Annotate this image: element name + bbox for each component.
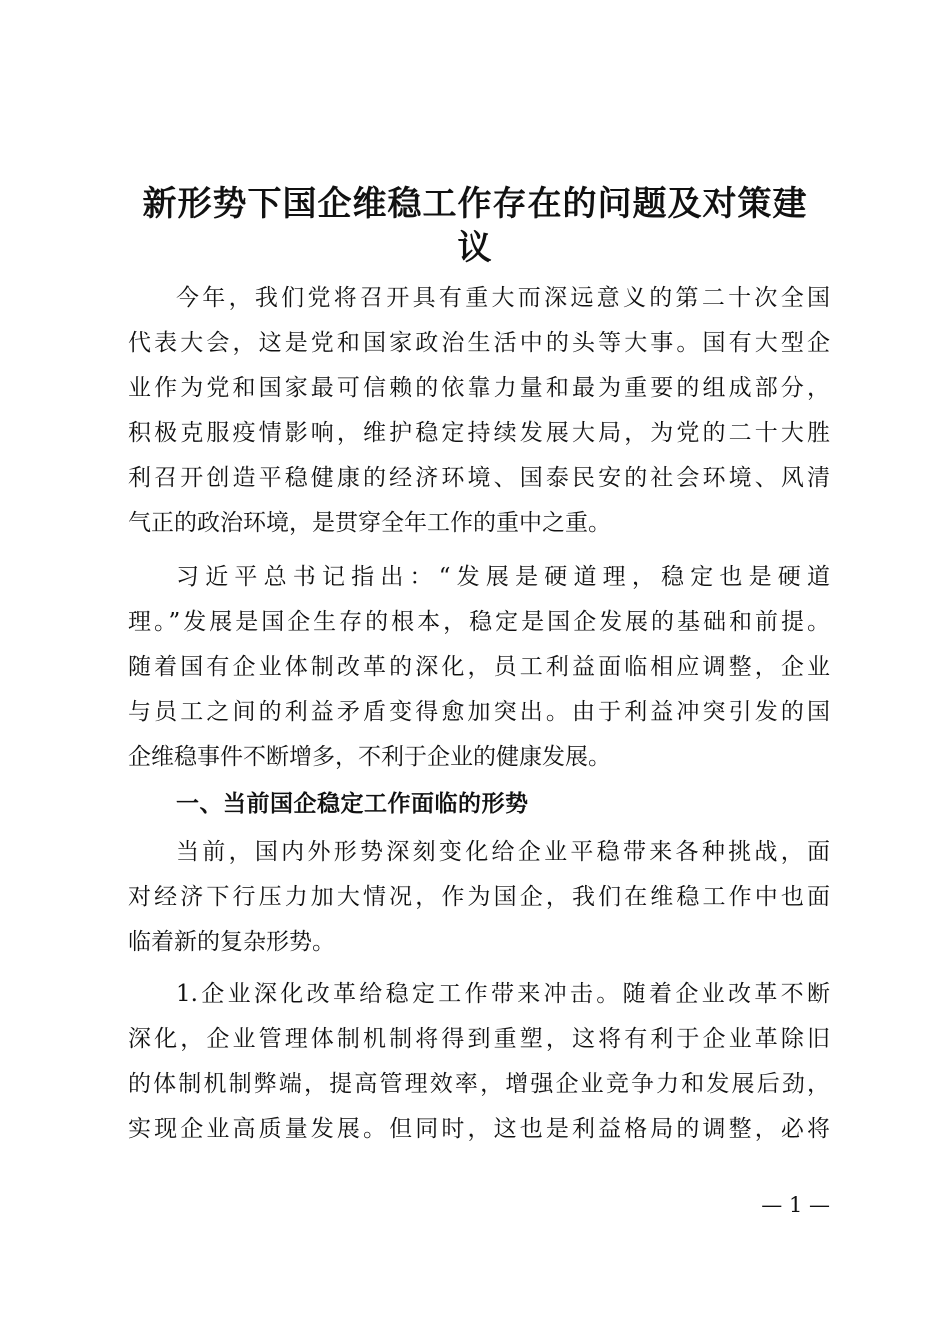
paragraph-2-line-1: 习近平总书记指出：“发展是硬道理，稳定也是硬道 — [176, 564, 830, 590]
section-heading-1: 一、当前国企稳定工作面临的形势 — [176, 791, 529, 817]
page-number: — 1 — — [761, 1193, 830, 1217]
paragraph-1-line-4: 积极克服疫情影响，维护稳定持续发展大局，为党的二十大胜 — [128, 420, 830, 446]
paragraph-3-line-3: 临着新的复杂形势。 — [128, 929, 335, 955]
paragraph-4-line-4: 实现企业高质量发展。但同时，这也是利益格局的调整，必将 — [128, 1116, 830, 1142]
paragraph-4-line-1: 1.企业深化改革给稳定工作带来冲击。随着企业改革不断 — [176, 981, 830, 1007]
paragraph-1-line-1: 今年，我们党将召开具有重大而深远意义的第二十次全国 — [176, 285, 830, 311]
paragraph-4-line-2: 深化，企业管理体制机制将得到重塑，这将有利于企业革除旧 — [128, 1026, 830, 1052]
paragraph-3-line-2: 对经济下行压力加大情况，作为国企，我们在维稳工作中也面 — [128, 884, 830, 910]
paragraph-1-line-3: 业作为党和国家最可信赖的依靠力量和最为重要的组成部分， — [128, 375, 830, 401]
paragraph-1-line-5: 利召开创造平稳健康的经济环境、国泰民安的社会环境、风清 — [128, 465, 830, 491]
paragraph-2-line-2: 理。”发展是国企生存的根本，稳定是国企发展的基础和前提。 — [128, 609, 830, 635]
paragraph-1-line-2: 代表大会，这是党和国家政治生活中的头等大事。国有大型企 — [128, 330, 830, 356]
paragraph-2-line-5: 企维稳事件不断增多，不利于企业的健康发展。 — [128, 744, 611, 770]
paragraph-2-line-4: 与员工之间的利益矛盾变得愈加突出。由于利益冲突引发的国 — [128, 699, 830, 725]
paragraph-3-line-1: 当前，国内外形势深刻变化给企业平稳带来各种挑战，面 — [176, 839, 830, 865]
document-title-line-1: 新形势下国企维稳工作存在的问题及对策建 — [142, 184, 808, 224]
document-title-line-2: 议 — [457, 228, 493, 268]
paragraph-1-line-6: 气正的政治环境，是贯穿全年工作的重中之重。 — [128, 510, 611, 536]
paragraph-4-line-3: 的体制机制弊端，提高管理效率，增强企业竞争力和发展后劲， — [128, 1071, 830, 1097]
paragraph-2-line-3: 随着国有企业体制改革的深化，员工利益面临相应调整，企业 — [128, 654, 830, 680]
